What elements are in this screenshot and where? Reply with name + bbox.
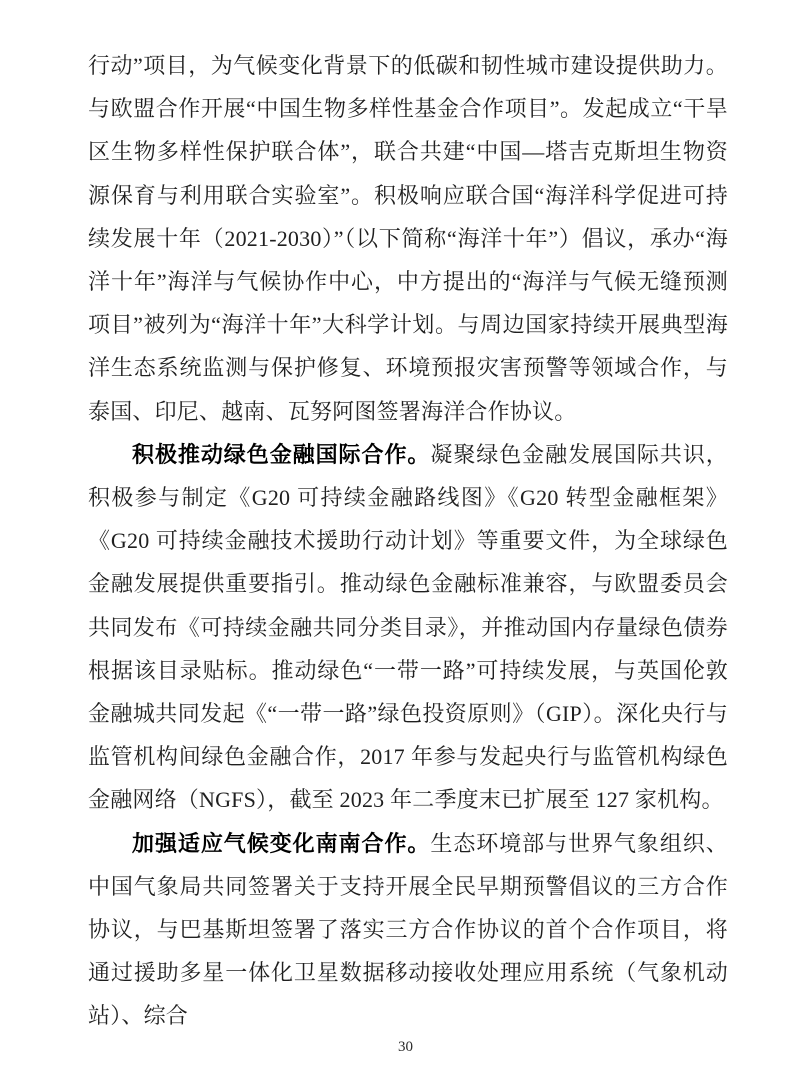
paragraph-text: 凝聚绿色金融发展国际共识，积极参与制定《G20 可持续金融路线图》《G20 转型金融框架》《G20 可持续金融技术援助行动计划》等重要文件，为全球绿色金融发展提供重要指引。推动绿色金融标准兼容，与欧盟委员会共同发布《可持续金融共同分类目录》，并推动国内存量绿色债券根据该目录贴标。推动绿色“一带一路”可持续发展，与英国伦敦金融城共同发起《“一带一路”绿色投资原则》（GIP）。深化央行与监管机构间绿色金融合作，2017 年参与发起央行与监管机构绿色金融网络（NGFS），截至 2023 年二季度末已扩展至 127 家机构。	[88, 441, 728, 813]
page-content	[88, 44, 728, 1038]
paragraph-lead: 加强适应气候变化南南合作。	[132, 830, 431, 856]
paragraph-green-finance	[88, 433, 728, 822]
page-number: 30	[398, 1039, 413, 1055]
paragraph-text: 行动”项目，为气候变化背景下的低碳和韧性城市建设提供助力。与欧盟合作开展“中国生物多样性基金合作项目”。发起成立“干旱区生物多样性保护联合体”，联合共建“中国—塔吉克斯坦生物资源保育与利用联合实验室”。积极响应联合国“海洋科学促进可持续发展十年（2021-2030）”（以下简称“海洋十年”）倡议，承办“海洋十年”海洋与气候协作中心，中方提出的“海洋与气候无缝预测项目”被列为“海洋十年”大科学计划。与周边国家持续开展典型海洋生态系统监测与保护修复、环境预报灾害预警等领域合作，与泰国、印尼、越南、瓦努阿图签署海洋合作协议。	[88, 53, 728, 424]
paragraph-south-south-cooperation	[88, 822, 728, 1038]
paragraph-continuation	[88, 44, 728, 433]
paragraph-lead: 积极推动绿色金融国际合作。	[132, 441, 431, 467]
paragraph-text: 生态环境部与世界气象组织、中国气象局共同签署关于支持开展全民早期预警倡议的三方合作协议，与巴基斯坦签署了落实三方合作协议的首个合作项目，将通过援助多星一体化卫星数据移动接收处理应用系统（气象机动站）、综合	[88, 830, 728, 1029]
